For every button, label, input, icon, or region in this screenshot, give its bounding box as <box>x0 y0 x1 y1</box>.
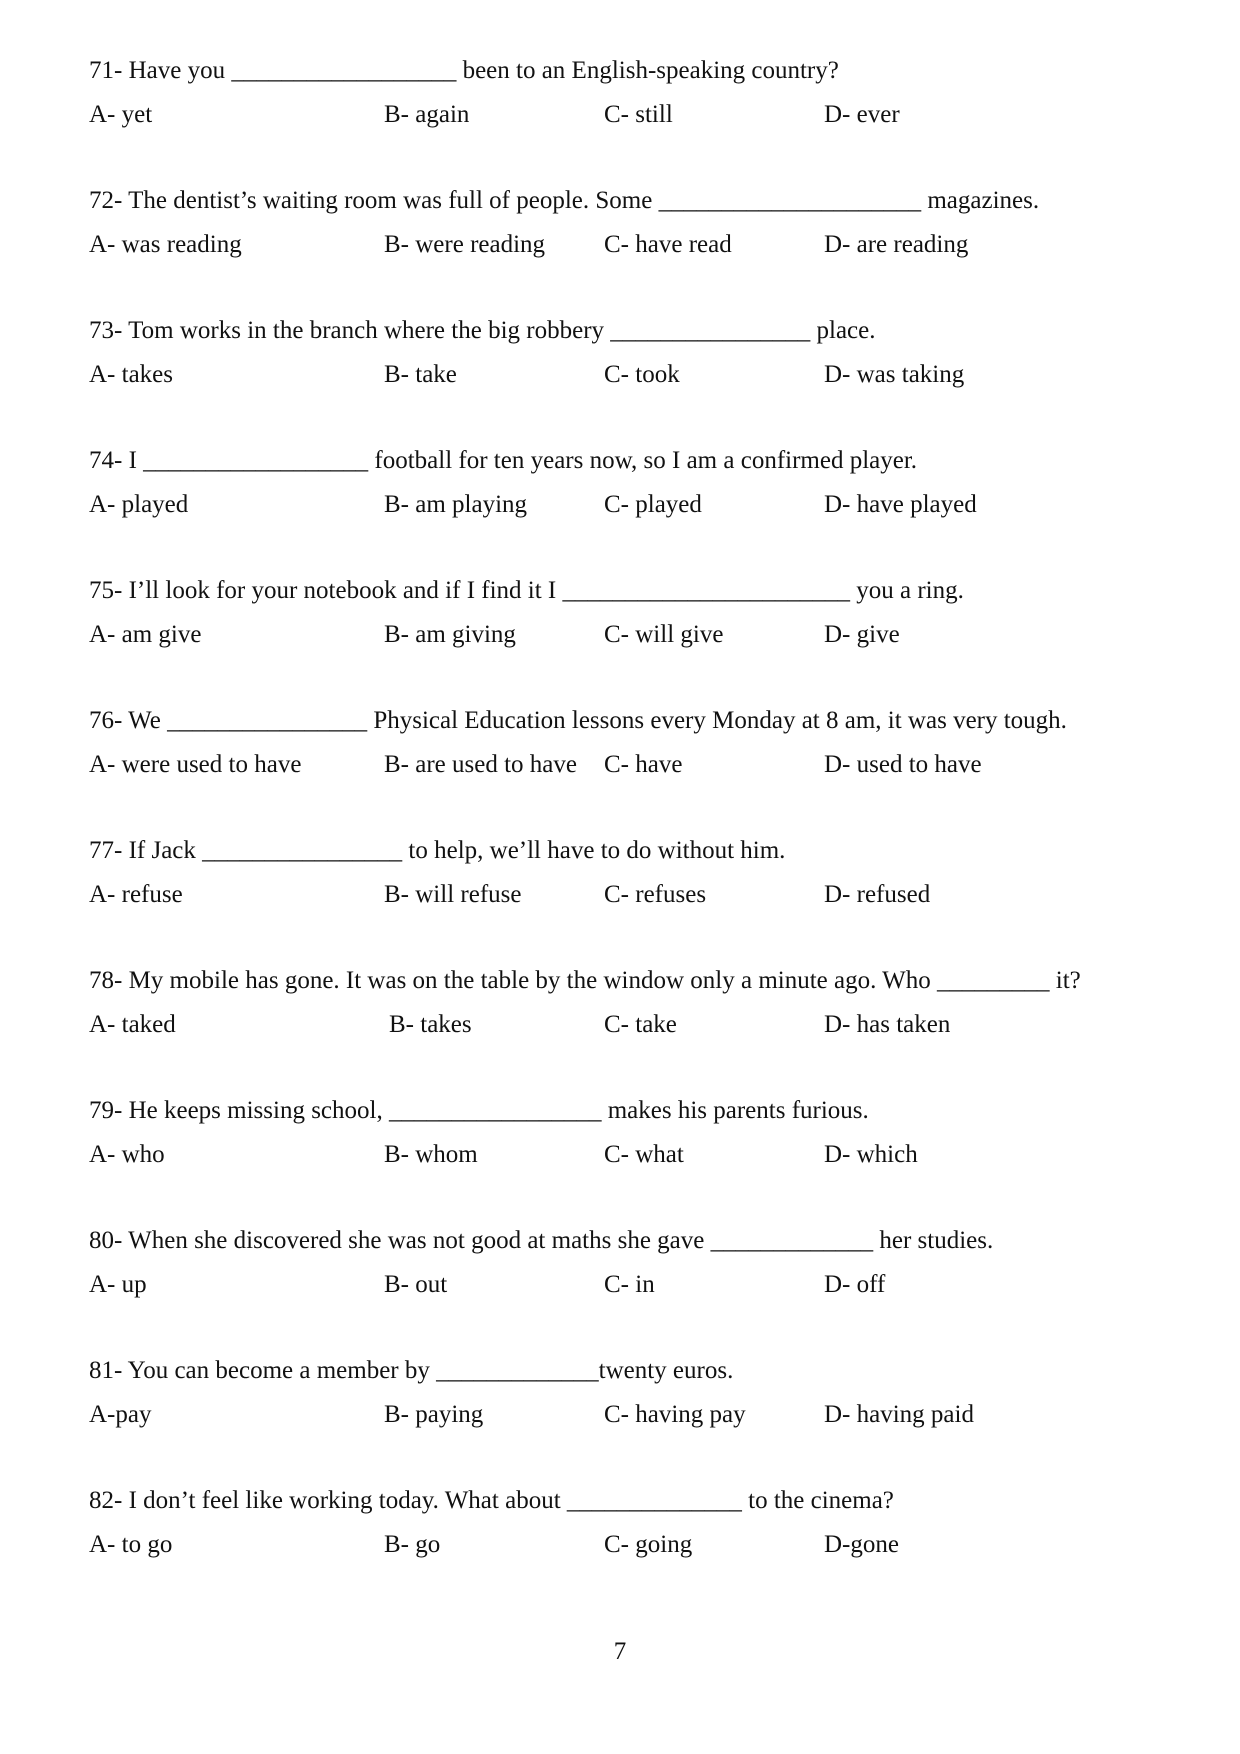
option-c: C- in <box>604 1271 655 1298</box>
option-c: C- will give <box>604 621 724 648</box>
question-text: 78- My mobile has gone. It was on the table by the window only a minute ago. Who _________ it? <box>89 967 1081 994</box>
page-number: 7 <box>613 1638 627 1665</box>
question-text: 81- You can become a member by _____________twenty euros. <box>89 1357 734 1384</box>
option-b: B- were reading <box>384 231 546 258</box>
option-d: D- give <box>824 621 900 648</box>
answer-options <box>89 100 1169 130</box>
question-73 <box>89 316 1169 390</box>
question-79 <box>89 1096 1169 1170</box>
question-77 <box>89 836 1169 910</box>
option-d: D- off <box>824 1271 886 1298</box>
answer-options <box>89 880 1169 910</box>
question-text: 72- The dentist’s waiting room was full of people. Some _____________________ magazines. <box>89 187 1040 214</box>
option-d: D- have played <box>824 491 977 518</box>
option-c: C- going <box>604 1531 693 1558</box>
option-a: A-pay <box>89 1401 152 1428</box>
option-d: D- refused <box>824 881 931 908</box>
question-81 <box>89 1356 1169 1430</box>
question-text: 79- He keeps missing school, _________________ makes his parents furious. <box>89 1097 869 1124</box>
question-text: 82- I don’t feel like working today. What about ______________ to the cinema? <box>89 1487 894 1514</box>
answer-options <box>89 230 1169 260</box>
question-72 <box>89 186 1169 260</box>
question-82 <box>89 1486 1169 1560</box>
question-text: 73- Tom works in the branch where the big robbery ________________ place. <box>89 317 876 344</box>
option-d: D-gone <box>824 1531 899 1558</box>
answer-options <box>89 1270 1169 1300</box>
option-a: A- to go <box>89 1531 173 1558</box>
question-text: 76- We ________________ Physical Education lessons every Monday at 8 am, it was very tough. <box>89 707 1067 734</box>
option-c: C- refuses <box>604 881 707 908</box>
option-b: B- whom <box>384 1141 478 1168</box>
option-a: A- taked <box>89 1011 176 1038</box>
option-d: D- was taking <box>824 361 965 388</box>
answer-options <box>89 1400 1169 1430</box>
question-text: 77- If Jack ________________ to help, we’ll have to do without him. <box>89 837 786 864</box>
answer-options <box>89 1140 1169 1170</box>
option-b: B- are used to have <box>384 751 577 778</box>
option-d: D- are reading <box>824 231 969 258</box>
question-text: 75- I’ll look for your notebook and if I find it I _______________________ you a ring. <box>89 577 964 604</box>
option-c: C- having pay <box>604 1401 746 1428</box>
question-75 <box>89 576 1169 650</box>
question-text: 80- When she discovered she was not good at maths she gave _____________ her studies. <box>89 1227 994 1254</box>
option-b: B- paying <box>384 1401 484 1428</box>
question-text: 71- Have you __________________ been to an English-speaking country? <box>89 57 839 84</box>
option-c: C- played <box>604 491 702 518</box>
answer-options <box>89 620 1169 650</box>
option-a: A- were used to have <box>89 751 302 778</box>
question-80 <box>89 1226 1169 1300</box>
option-c: C- still <box>604 101 673 128</box>
option-b: B- out <box>384 1271 448 1298</box>
answer-options <box>89 750 1169 780</box>
question-74 <box>89 446 1169 520</box>
option-c: C- took <box>604 361 680 388</box>
option-c: C- take <box>604 1011 677 1038</box>
option-d: D- which <box>824 1141 918 1168</box>
option-c: C- have <box>604 751 683 778</box>
option-b: B- takes <box>389 1011 472 1038</box>
answer-options <box>89 360 1169 390</box>
option-b: B- again <box>384 101 470 128</box>
answer-options <box>89 1010 1169 1040</box>
answer-options <box>89 1530 1169 1560</box>
option-b: B- am playing <box>384 491 528 518</box>
option-b: B- will refuse <box>384 881 522 908</box>
option-d: D- has taken <box>824 1011 951 1038</box>
option-c: C- have read <box>604 231 732 258</box>
question-text: 74- I __________________ football for ten years now, so I am a confirmed player. <box>89 447 918 474</box>
option-a: A- was reading <box>89 231 242 258</box>
option-a: A- yet <box>89 101 153 128</box>
option-d: D- having paid <box>824 1401 974 1428</box>
option-d: D- ever <box>824 101 900 128</box>
option-a: A- played <box>89 491 189 518</box>
option-a: A- up <box>89 1271 147 1298</box>
option-d: D- used to have <box>824 751 982 778</box>
option-a: A- refuse <box>89 881 183 908</box>
option-b: B- am giving <box>384 621 516 648</box>
option-c: C- what <box>604 1141 684 1168</box>
option-b: B- take <box>384 361 457 388</box>
option-a: A- takes <box>89 361 173 388</box>
option-a: A- am give <box>89 621 202 648</box>
option-a: A- who <box>89 1141 165 1168</box>
question-76 <box>89 706 1169 780</box>
answer-options <box>89 490 1169 520</box>
question-71 <box>89 56 1169 130</box>
question-78 <box>89 966 1169 1040</box>
option-b: B- go <box>384 1531 441 1558</box>
